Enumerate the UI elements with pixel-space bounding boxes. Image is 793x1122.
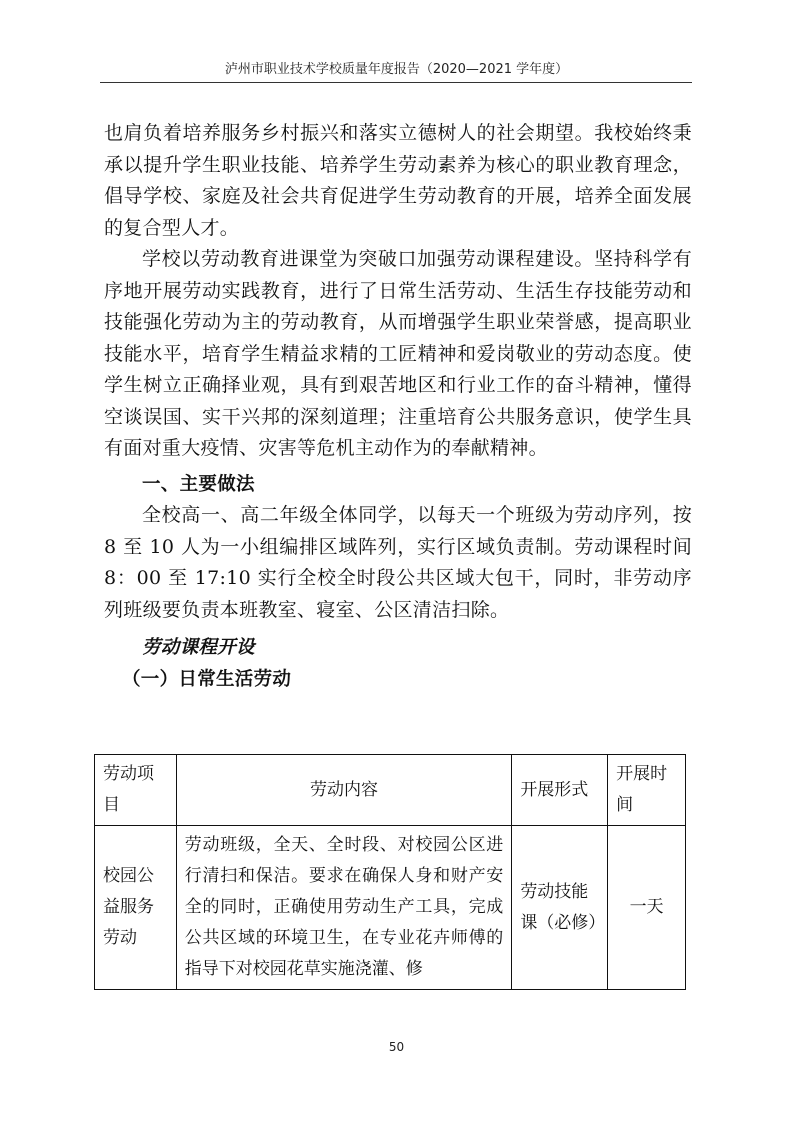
- header-time: 开展时间: [608, 755, 686, 826]
- cell-form: 劳动技能课（必修）: [512, 826, 608, 990]
- table-header-row: [95, 755, 686, 826]
- running-header: 泸州市职业技术学校质量年度报告（2020—2021 学年度）: [224, 62, 569, 77]
- cell-labor-item: 校园公益服务劳动: [95, 826, 177, 990]
- subheading-daily-labor: （一）日常生活劳动: [122, 668, 292, 690]
- cell-time: 一天: [608, 826, 686, 990]
- header-labor-item: 劳动项目: [95, 755, 177, 826]
- header-labor-content: 劳动内容: [176, 755, 512, 826]
- subheading-course-setup: 劳动课程开设: [142, 637, 255, 658]
- header-rule: [100, 82, 692, 83]
- labor-course-table: [94, 754, 686, 990]
- paragraph-labor-course-building: 学校以劳动教育进课堂为突破口加强劳动课程建设。坚持科学有序地开展劳动实践教育，进行了日常生活劳动、生活生存技能劳动和技能强化劳动为主的劳动教育，从而增强学生职业荣誉感，提高职业技能水平，培育学生精益求精的工匠精神和爱岗敬业的劳动态度。使学生树立正确择业观，具有到艰苦地区和行业工作的奋斗精神，懂得空谈误国、实干兴邦的深刻道理；注重培育公共服务意识，使学生具有面对重大疫情、灾害等危机主动作为的奉献精神。: [104, 248, 692, 459]
- body-text: [104, 118, 692, 695]
- cell-labor-content: 劳动班级，全天、全时段、对校园公区进行清扫和保洁。要求在确保人身和财产安全的同时，正确使用劳动生产工具，完成公共区域的环境卫生，在专业花卉师傅的指导下对校园花草实施浇灌、修: [176, 826, 512, 990]
- page-number: 50: [388, 1040, 405, 1054]
- paragraph-social-expectation: 也肩负着培养服务乡村振兴和落实立德树人的社会期望。我校始终秉承以提升学生职业技能、培养学生劳动素养为核心的职业教育理念，倡导学校、家庭及社会共育促进学生劳动教育的开展，培养全面发展的复合型人才。: [104, 122, 692, 239]
- paragraph-practice-details: 全校高一、高二年级全体同学，以每天一个班级为劳动序列，按 8 至 10 人为一小组编排区域阵列，实行区域负责制。劳动课程时间 8：00 至 17:10 实行全校全时段公共区域大包干，同时，非劳动序列班级要负责本班教室、寝室、公区清洁扫除。: [104, 504, 692, 621]
- table-row: [95, 826, 686, 990]
- header-form: 开展形式: [512, 755, 608, 826]
- section-heading-main-practices: 一、主要做法: [142, 473, 255, 495]
